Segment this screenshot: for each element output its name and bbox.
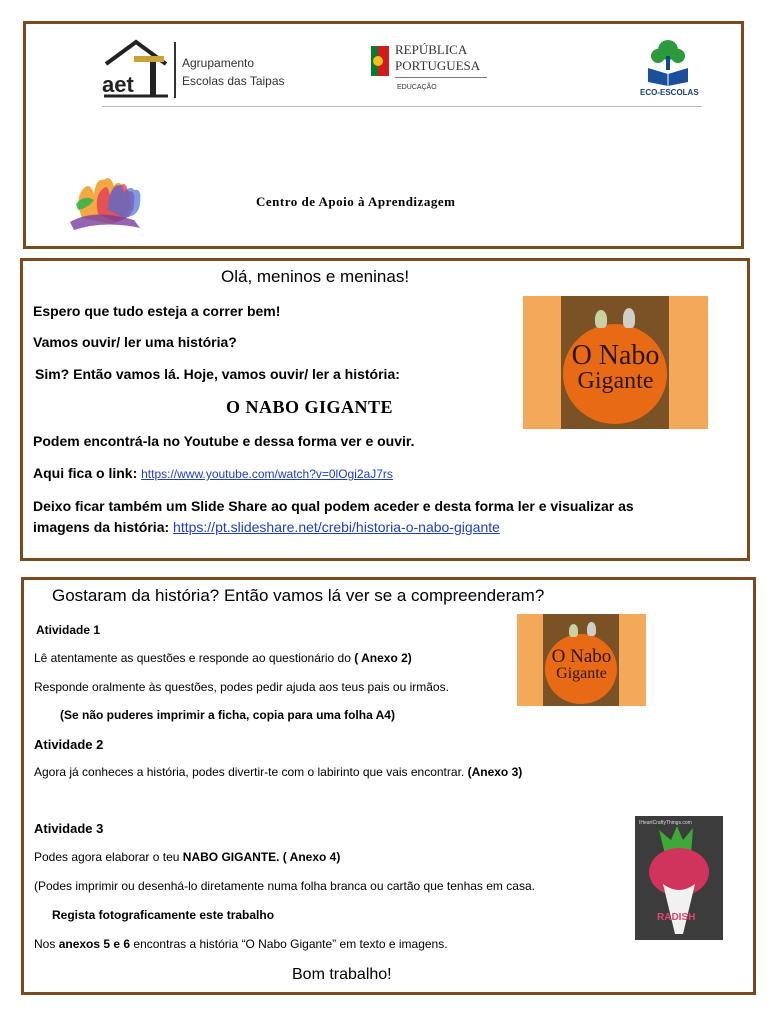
slideshare-line: Deixo ficar também um Slide Share ao qual podem aceder e desta forma ler e visualizar as	[33, 498, 634, 514]
youtube-line: Podem encontrá-la no Youtube e dessa forma ver e ouvir.	[33, 433, 415, 449]
header-separator	[102, 106, 702, 107]
aet-divider	[174, 42, 176, 98]
intro-line1: Espero que tudo esteja a correr bem!	[33, 303, 281, 319]
slideshare-link-row	[33, 519, 500, 537]
centre-title: Centro de Apoio à Aprendizagem	[256, 194, 456, 209]
activity1-annex: ( Anexo 2)	[354, 651, 412, 665]
comprehension-question: Gostaram da história? Então vamos lá ver se a compreenderam?	[52, 586, 545, 605]
aet-line2: Escolas das Taipas	[182, 74, 285, 88]
eco-tree-icon	[638, 38, 698, 86]
annex-text-b: anexos 5 e 6	[58, 937, 131, 951]
activity2-line	[34, 765, 522, 779]
activity2-instruction: Agora já conheces a história, podes divertir-te com o labirinto que vais encontrar.	[34, 765, 468, 779]
activity1-line1	[34, 651, 412, 665]
republica-logo	[371, 40, 501, 100]
radish-site: IHeartCraftyThings.com	[639, 820, 692, 826]
eco-label: ECO-ESCOLAS	[640, 88, 699, 97]
slideshare-link[interactable]: https://pt.slideshare.net/crebi/historia-o-nabo-gigante	[173, 519, 500, 535]
eco-escolas-logo	[638, 38, 698, 102]
activity3-bold: NABO GIGANTE.	[182, 850, 280, 864]
flag-icon	[371, 46, 389, 76]
annex-text-c: encontras a história “O Nabo Gigante” em texto e imagens.	[130, 937, 448, 951]
youtube-link[interactable]: https://www.youtube.com/watch?v=0lOgi2aJ7rs	[141, 467, 393, 481]
youtube-link-row	[33, 465, 393, 483]
greeting: Olá, meninos e meninas!	[221, 267, 410, 286]
cover-title-1: O Nabo	[571, 340, 660, 371]
intro-line3: Sim? Então vamos lá. Hoje, vamos ouvir/ ler a história:	[35, 366, 400, 382]
aet-logo	[102, 38, 285, 104]
header-box	[23, 21, 744, 249]
rep-line1: REPÚBLICA	[395, 42, 468, 57]
activity3-note: Regista fotograficamente este trabalho	[52, 908, 275, 922]
slideshare-label: imagens da história:	[33, 519, 174, 535]
activity1-note: (Se não puderes imprimir a ficha, copia para uma folha A4)	[60, 708, 395, 722]
cover-character-2	[623, 308, 635, 328]
activity3-instruction: Podes agora elaborar o teu	[34, 850, 183, 864]
cover-small-character-1	[569, 624, 578, 637]
radish-word: RADISH	[657, 912, 696, 923]
rep-line3: EDUCAÇÃO	[397, 84, 437, 91]
rep-line2: PORTUGUESA	[395, 58, 481, 73]
activity1-title: Atividade 1	[36, 623, 101, 637]
cover-small-character-2	[587, 622, 596, 636]
aet-short: aet	[102, 72, 134, 97]
activity3-line1	[34, 850, 340, 864]
cover-small-title-2: Gigante	[556, 665, 607, 682]
cover-small-title-1: O Nabo	[551, 646, 612, 667]
closing: Bom trabalho!	[292, 966, 392, 983]
activities-section	[21, 577, 756, 995]
aet-line1: Agrupamento	[182, 56, 255, 70]
story-section	[20, 258, 750, 561]
cover-title-2: Gigante	[577, 368, 654, 394]
annex-line	[34, 937, 448, 951]
hands-logo-icon	[64, 158, 148, 234]
book-cover-small-image	[517, 614, 646, 706]
activity3-line2: (Podes imprimir ou desenhá-lo diretamente numa folha branca ou cartão que tenhas em casa.	[34, 879, 535, 893]
cover-character-1	[595, 310, 607, 328]
activity3-annex: ( Anexo 4)	[279, 850, 341, 864]
link-label: Aqui fica o link:	[33, 465, 142, 481]
radish-craft-image	[635, 816, 723, 940]
story-title: O NABO GIGANTE	[226, 397, 394, 417]
intro-line2: Vamos ouvir/ ler uma história?	[33, 334, 237, 350]
book-cover-image	[523, 296, 708, 429]
rep-underline	[395, 77, 487, 78]
activity2-title: Atividade 2	[34, 737, 104, 752]
activity1-instruction: Lê atentamente as questões e responde ao questionário do	[34, 651, 355, 665]
activity2-annex: (Anexo 3)	[467, 765, 523, 779]
activity1-line2: Responde oralmente às questões, podes pedir ajuda aos teus pais ou irmãos.	[34, 680, 449, 694]
annex-text-a: Nos	[34, 937, 59, 951]
activity3-title: Atividade 3	[34, 821, 104, 836]
